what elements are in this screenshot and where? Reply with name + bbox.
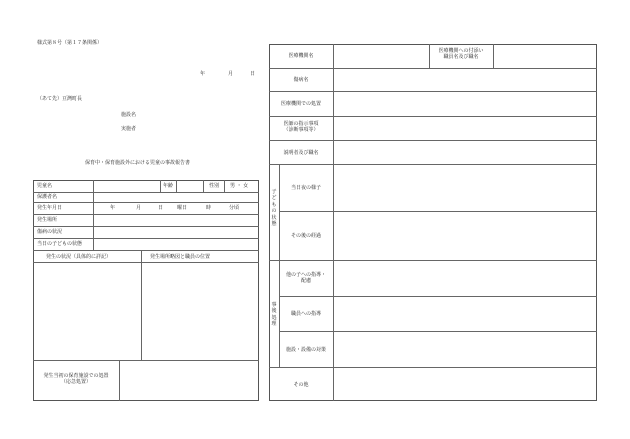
situation-header: 発生の状況（具体的に詳記） xyxy=(46,254,112,260)
diagnosis-label: 傷病名 xyxy=(293,77,309,83)
staff-guidance-label: 職員への指導 xyxy=(290,311,321,317)
progress-label: その後の経過 xyxy=(290,233,321,239)
injury-label: 傷病の状況 xyxy=(37,229,63,235)
explainer-label: 説明者及び職名 xyxy=(283,150,319,156)
handling-group-label: 事後処理 xyxy=(271,302,277,328)
date-day-field: 日 xyxy=(158,205,164,211)
date-year: 年 xyxy=(200,71,206,77)
operator-label: 実施者 xyxy=(121,126,137,132)
doctor-instructions-label: 医師の指示事項 （診断事項等） xyxy=(283,121,319,133)
date-month-field: 月 xyxy=(136,205,142,211)
date-hour-field: 時 xyxy=(206,205,212,211)
guardian-name-label: 保護者名 xyxy=(37,194,58,200)
date-minute-field: 分頃 xyxy=(229,205,240,211)
child-name-label: 児童名 xyxy=(37,183,53,189)
date-weekday-field: 曜日 xyxy=(177,205,188,211)
sex-label: 性別 xyxy=(209,183,220,189)
date-month: 月 xyxy=(228,71,234,77)
date-day: 日 xyxy=(250,71,256,77)
other-children-label: 他の子への指導・ 配慮 xyxy=(285,272,326,284)
sex-options[interactable]: 男 ・ 女 xyxy=(230,183,249,189)
form-number: 様式第８号（第１７条関係） xyxy=(37,40,103,46)
facility-name-label: 施設名 xyxy=(121,112,137,118)
document-title: 保育中・保育施設外における児童の事故報告書 xyxy=(85,160,191,166)
facility-measures-label: 施設・設備の対策 xyxy=(285,347,326,353)
date-year-field: 年 xyxy=(110,205,116,211)
emergency-label: 発生当初の保育施設での処置 （応急処置） xyxy=(43,373,109,385)
escort-label: 医療機関への付添い 職員名及び職名 xyxy=(438,48,484,60)
day-condition-label: 当日夜の様子 xyxy=(290,185,321,191)
occurrence-date-label: 発生年月日 xyxy=(37,205,63,211)
recipient: （あて先）豆灣町長 xyxy=(37,96,83,102)
institution-label: 医療機関名 xyxy=(288,53,314,59)
age-label: 年齢 xyxy=(163,183,174,189)
child-state-group-label: 子どもの状態 xyxy=(271,189,277,228)
other-label: その他 xyxy=(293,382,309,388)
location-label: 発生場所 xyxy=(37,217,58,223)
diagram-header: 発生場所略図と職員の位置 xyxy=(150,254,211,260)
child-condition-label: 当日の子どもの状態 xyxy=(37,241,83,247)
treatment-label: 医療機関での処置 xyxy=(280,101,321,107)
